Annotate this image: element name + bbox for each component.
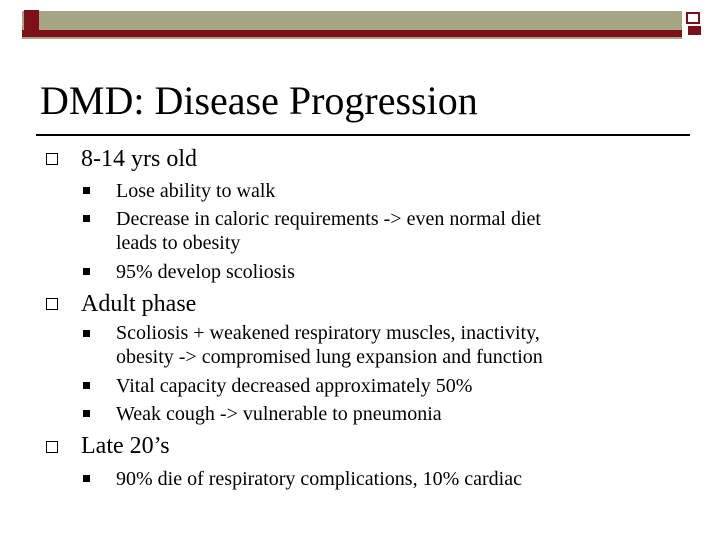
header-left-square <box>24 10 39 37</box>
section-heading: 8-14 yrs old <box>81 146 197 172</box>
title-divider <box>36 134 690 136</box>
list-item: Vital capacity decreased approximately 50% <box>116 375 473 397</box>
square-bullet-icon <box>83 382 90 389</box>
list-item: Lose ability to walk <box>116 180 276 202</box>
section-heading: Late 20’s <box>81 433 170 459</box>
list-item: 90% die of respiratory complications, 10% cardiac <box>116 468 522 490</box>
square-bullet-icon <box>83 268 90 275</box>
list-item: 95% develop scoliosis <box>116 261 295 283</box>
square-bullet-icon <box>83 475 90 482</box>
header-right-square-fill <box>688 26 701 35</box>
hollow-square-bullet-icon <box>46 153 58 165</box>
square-bullet-icon <box>83 187 90 194</box>
list-item-continued: leads to obesity <box>116 232 241 254</box>
header-right-square-outline <box>686 12 700 24</box>
hollow-square-bullet-icon <box>46 298 58 310</box>
hollow-square-bullet-icon <box>46 441 58 453</box>
square-bullet-icon <box>83 215 90 222</box>
list-item: Scoliosis + weakened respiratory muscles, inactivity, <box>116 322 540 344</box>
list-item: Weak cough -> vulnerable to pneumonia <box>116 403 442 425</box>
header-accent-line <box>22 30 682 37</box>
list-item: Decrease in caloric requirements -> even normal diet <box>116 208 541 230</box>
slide-title: DMD: Disease Progression <box>40 78 478 123</box>
section-heading: Adult phase <box>81 291 197 317</box>
square-bullet-icon <box>83 330 90 337</box>
list-item-continued: obesity -> compromised lung expansion and function <box>116 346 543 368</box>
square-bullet-icon <box>83 410 90 417</box>
